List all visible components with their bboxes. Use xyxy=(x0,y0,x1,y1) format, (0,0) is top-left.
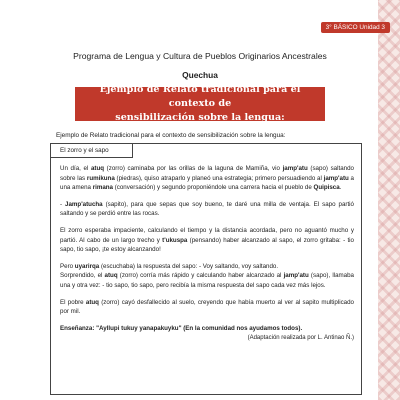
bold-term: Quipisca xyxy=(313,184,340,192)
bold-term: jamp'atu xyxy=(282,165,308,172)
section-banner xyxy=(75,84,325,123)
bold-term: rumikuna xyxy=(86,174,115,182)
bold-term: Jamp'atucha xyxy=(65,200,103,208)
bold-term: rimana xyxy=(92,184,113,192)
bold-term: Enseñanza: "Ayllupi tukuy yanapakuyku" (En la comunidad nos ayudamos todos). xyxy=(60,324,303,332)
bold-term: t'ukuspa xyxy=(162,236,188,244)
banner-line-2: sensibilización sobre la lengua: xyxy=(115,112,285,123)
adaptation-credit: (Adaptación realizada por L. Antinao Ñ.) xyxy=(247,335,354,342)
story-box xyxy=(50,143,362,395)
bold-term: atuq xyxy=(90,165,105,172)
bold-term: jamp'atu xyxy=(283,272,309,280)
bold-term: uyarirqa xyxy=(74,262,100,270)
story-paragraph-4a: Pero uyarirqa (escuchaba) la respuesta del sapo: - Voy saltando, voy saltando. xyxy=(60,262,279,270)
story-paragraph-4b: Sorprendido, el atuq (zorro) corría más rápido y calculando haber alcanzado al jamp'atu (sapo), llamaba una y otra vez: - tio sapo, tio sapo, pero recibía la misma respuesta del sapo cada vez más lejos. xyxy=(60,272,354,289)
bold-term: atuq xyxy=(85,298,99,306)
intro-text: Ejemplo de Relato tradicional para el contexto de sensibilización sobre la lengua: xyxy=(56,132,286,139)
program-title: Programa de Lengua y Cultura de Pueblos Originarios Ancestrales xyxy=(73,51,327,61)
story-paragraph-3: El zorro esperaba impaciente, calculando el tiempo y la distancia acordada, pero no aguantó mucho y partió. Al cabo de un largo trecho y t'ukuspa (pensando) haber alcanzado al sapo, el zorro gritaba: - tio sapo, tio sapo, ¡te estoy alcanzando! xyxy=(60,226,354,254)
language-title: Quechua xyxy=(182,70,218,80)
bold-term: atuq xyxy=(104,272,118,280)
story-lesson xyxy=(60,324,354,334)
story-paragraph-2: - Jamp'atucha (sapito), para que sepas que soy bueno, te daré una milla de ventaja. El sapo partió saltando y se perdió entre las rocas. xyxy=(60,200,354,218)
story-paragraph-1: Un día, el atuq (zorro) caminaba por las orillas de la laguna de Mamiña, vio jamp'atu (sapo) saltando sobre las rumikuna (piedras), quiso atraparlo y planeó una estrategia; primero persuadiendo al jamp'atu a una amena rimana (conversación) y segundo proponiéndole una carrera hacia el pueblo de Quipisca. xyxy=(60,165,354,192)
bold-term: jamp'atu xyxy=(323,174,349,182)
story-body xyxy=(60,164,354,344)
story-paragraph-5: El pobre atuq (zorro) cayó desfallecido al suelo, creyendo que había muerto al ver al sapito multiplicado por mil. xyxy=(60,298,354,316)
banner-line-1: Ejemplo de Relato tradicional para el contexto de xyxy=(99,84,301,109)
grade-badge: 3° BÁSICO Unidad 3 xyxy=(321,22,390,33)
story-title: El zorro y el sapo xyxy=(51,144,133,158)
